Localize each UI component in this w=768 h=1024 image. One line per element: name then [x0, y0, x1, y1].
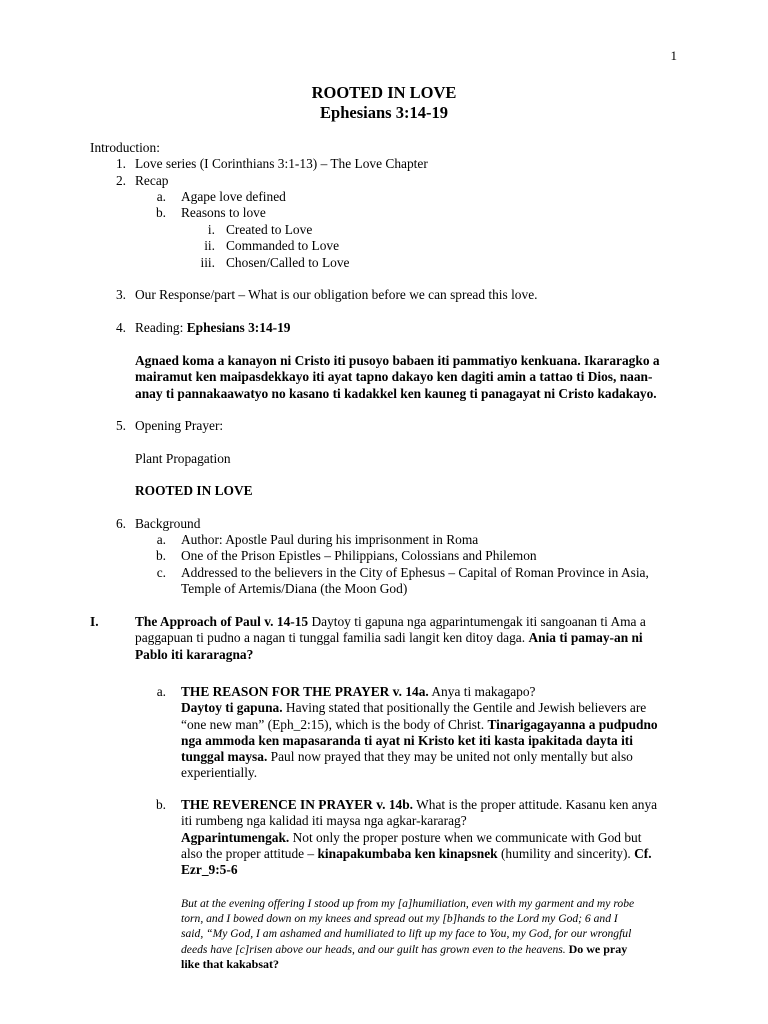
- item-6c-line-2: Temple of Artemis/Diana (the Moon God): [181, 581, 408, 597]
- section-1-line-1-rest: Daytoy ti gapuna nga agparintumengak iti sangoanan ti Ama a: [308, 614, 646, 629]
- section-1-line-2-normal: paggapuan ti pudno a nagan ti tunggal familia sadi langit ken ditoy daga.: [135, 630, 529, 646]
- sub-a-line-4: nga ammoda ken mapasaranda ti ayat ni Kristo ket iti kasta ipakitada dayta iti: [181, 732, 633, 748]
- quote-line-1: But at the evening offering I stood up from my [a]humiliation, even with my garment and my robe: [181, 897, 635, 910]
- item-1-num: 1.: [115, 156, 126, 171]
- item-2b-iii-num: iii.: [200, 255, 215, 270]
- quote-question-2: like that kakabsat?: [181, 956, 280, 971]
- sub-b-num: b.: [155, 797, 166, 812]
- reading-label: Reading:: [135, 320, 187, 335]
- sub-b-heading: THE REVERENCE IN PRAYER v. 14b.: [181, 797, 414, 812]
- item-6c-num: c.: [156, 565, 166, 580]
- sub-a-heading: THE REASON FOR THE PRAYER v. 14a.: [181, 684, 429, 699]
- subtitle: Ephesians 3:14-19: [320, 103, 448, 122]
- sub-a-line-5-bold: tunggal maysa.: [181, 749, 268, 765]
- sub-b-line-4-rest: (humility and sincerity).: [497, 845, 635, 861]
- item-4-text: [135, 320, 291, 336]
- item-2b-iii-text: Chosen/Called to Love: [226, 255, 350, 270]
- quote-question-1: Do we pray: [568, 941, 628, 956]
- item-2-text: Recap: [135, 173, 169, 188]
- reading-line-1: Agnaed koma a kanayon ni Cristo iti pusoyo babaen iti pammatiyo kenkuana. Ikararagko a: [135, 353, 660, 368]
- sub-a-line-2-rest: Having stated that positionally the Gentile and Jewish believers are: [282, 700, 647, 716]
- item-2b-ii-num: ii.: [204, 238, 215, 253]
- sub-b-line-3-rest: Not only the proper posture when we communicate with God but: [289, 829, 642, 845]
- sub-b-line-4-normal: also the proper attitude –: [181, 845, 318, 861]
- sub-a-line-3-normal: “one new man” (Eph_2:15), which is the body of Christ.: [181, 716, 488, 732]
- section-1-body: [135, 614, 695, 663]
- sub-a-line-5-rest: Paul now prayed that they may be united not only mentally but also: [267, 749, 633, 765]
- item-6a-num: a.: [156, 532, 166, 547]
- plant-propagation: Plant Propagation: [135, 451, 231, 466]
- quote-line-3: said, “My God, I am ashamed and humiliated to lift up my face to You, my God, for our wrongful: [181, 927, 632, 941]
- sub-a-line-2-bold: Daytoy ti gapuna.: [181, 700, 283, 716]
- quote-line-4-text: deeds have [c]risen above our heads, and our guilt has grown even to the heavens.: [181, 942, 569, 956]
- reading-passage: [135, 353, 695, 402]
- item-2b-num: b.: [155, 205, 166, 220]
- section-1-line-2-bold: Ania ti pamay-an ni: [528, 630, 643, 646]
- intro-label: Introduction:: [90, 140, 160, 155]
- item-6b-num: b.: [155, 548, 166, 563]
- sub-a-line-6: experientially.: [181, 765, 258, 781]
- sub-a-num: a.: [156, 684, 166, 699]
- reading-line-2: mairamut ken maipasdekkayo iti ayat tapno dakayo ken dagiti amin a tattao ti Dios, naan-: [135, 369, 653, 385]
- sub-b-line-4-cf: Cf.: [634, 845, 652, 861]
- section-1-line-2: [135, 630, 695, 646]
- item-6c-line-1: Addressed to the believers in the City of Ephesus – Capital of Roman Province in Asia,: [181, 565, 649, 580]
- title: ROOTED IN LOVE: [311, 83, 457, 102]
- sub-b-line-5: Ezr_9:5-6: [181, 862, 238, 878]
- item-3-num: 3.: [115, 287, 126, 302]
- item-2-num: 2.: [115, 173, 126, 188]
- section-1-line-1: [135, 614, 695, 630]
- reading-reference: Ephesians 3:14-19: [186, 320, 291, 335]
- sub-b-line-2: iti rumbeng nga kalidad iti maysa nga agkar-kararag?: [181, 813, 467, 829]
- item-6-text: Background: [135, 516, 201, 531]
- section-1-heading: The Approach of Paul v. 14-15: [135, 614, 309, 629]
- sub-a-line-3: [181, 717, 701, 733]
- ezra-quote: [181, 896, 711, 972]
- item-6b-text: One of the Prison Epistles – Philippians, Colossians and Philemon: [181, 548, 537, 563]
- page-number: 1: [670, 48, 677, 63]
- quote-line-4: [181, 942, 711, 957]
- item-5-num: 5.: [115, 418, 126, 433]
- item-2a-text: Agape love defined: [181, 189, 286, 204]
- section-1-num: I.: [90, 614, 99, 629]
- item-2b-ii-text: Commanded to Love: [226, 238, 340, 253]
- item-4-num: 4.: [115, 320, 126, 335]
- item-3-text: Our Response/part – What is our obligation before we can spread this love.: [135, 287, 538, 302]
- sub-b-line-4: [181, 846, 701, 862]
- item-2b-i-num: i.: [207, 222, 215, 237]
- item-2b-text: Reasons to love: [181, 205, 266, 220]
- document-title: [0, 83, 768, 123]
- item-5-text: Opening Prayer:: [135, 418, 224, 433]
- sub-b-line-3: [181, 830, 701, 846]
- item-6c-text: [181, 565, 649, 598]
- reading-line-3: anay ti pannakaawatyo no kasano ti kadakkel ken kauneg ti panagayat ni Cristo kadakayo.: [135, 385, 657, 401]
- sub-a-line-3-bold: Tinarigagayanna a pudpudno: [487, 716, 658, 732]
- item-2b-i-text: Created to Love: [226, 222, 313, 237]
- item-6-num: 6.: [115, 516, 126, 531]
- sub-b-heading-rest: What is the proper attitude. Kasanu ken anya: [413, 797, 658, 812]
- item-6a-text: Author: Apostle Paul during his imprisonment in Roma: [181, 532, 479, 547]
- sub-a-body: [181, 684, 701, 782]
- sub-a-line-1: [181, 684, 701, 700]
- section-1-line-3: Pablo iti kararagna?: [135, 646, 254, 662]
- sub-b-line-3-bold: Agparintumengak.: [181, 829, 290, 845]
- sub-a-heading-rest: Anya ti makagapo?: [428, 684, 536, 699]
- sub-b-line-4-bold: kinapakumbaba ken kinapsnek: [317, 845, 498, 861]
- item-2a-num: a.: [156, 189, 166, 204]
- sub-b-line-1: [181, 797, 701, 813]
- sub-b-body: [181, 797, 701, 878]
- rooted-in-love-heading: ROOTED IN LOVE: [135, 483, 253, 498]
- sub-a-line-2: [181, 700, 701, 716]
- sub-a-line-5: [181, 749, 701, 765]
- item-1-text: Love series (I Corinthians 3:1-13) – The Love Chapter: [135, 156, 428, 171]
- quote-line-2: torn, and I bowed down on my knees and spread out my [b]hands to the Lord my God; 6 and I: [181, 912, 618, 926]
